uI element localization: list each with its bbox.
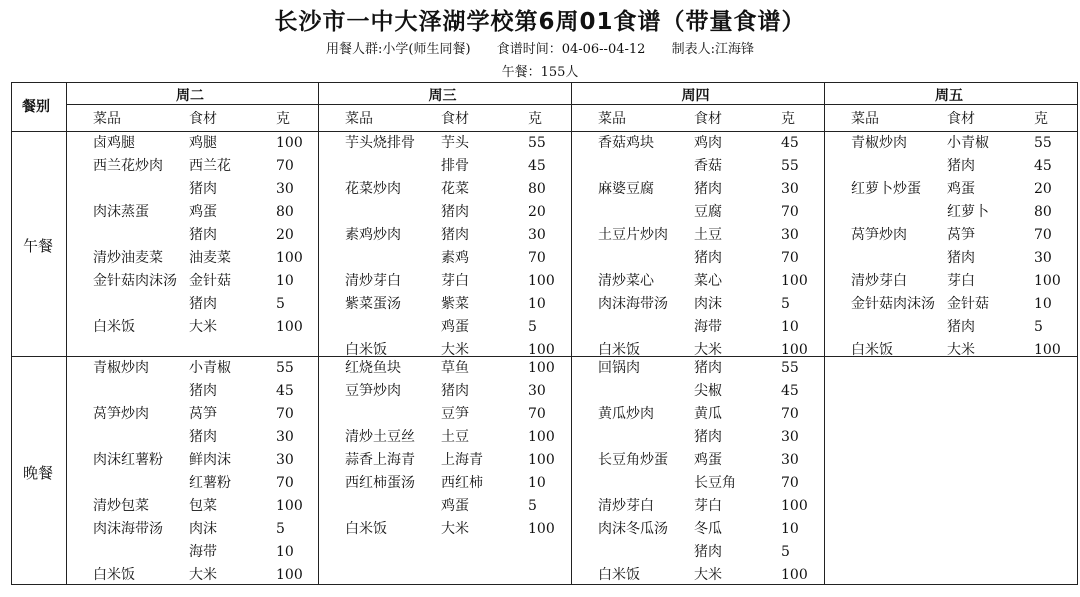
sub-header-dish: 菜品: [345, 111, 373, 127]
ingredient-name: 土豆: [694, 227, 722, 243]
dish-name: 青椒炒肉: [93, 360, 149, 376]
ingredient-grams: 20: [528, 204, 546, 220]
ingredient-grams: 70: [276, 158, 294, 174]
day-header-2: 周四: [681, 88, 710, 104]
ingredient-grams: 10: [528, 475, 546, 491]
dish-name: 紫菜蛋汤: [345, 296, 401, 312]
dish-name: 清炒芽白: [598, 498, 654, 514]
ingredient-name: 猪肉: [694, 360, 722, 376]
ingredient-name: 猪肉: [694, 181, 722, 197]
ingredient-name: 大米: [441, 342, 469, 358]
ingredient-grams: 30: [276, 181, 294, 197]
ingredient-name: 肉沫: [189, 521, 217, 537]
lunch-count: 午餐：155人: [501, 65, 579, 80]
ingredient-name: 鸡蛋: [694, 452, 722, 468]
sub-header-dish: 菜品: [93, 111, 121, 127]
ingredient-name: 素鸡: [441, 250, 469, 266]
ingredient-grams: 80: [276, 204, 294, 220]
day-header-1: 周三: [428, 88, 457, 104]
ingredient-grams: 70: [781, 204, 799, 220]
ingredient-grams: 100: [276, 319, 303, 335]
dish-name: 肉沫蒸蛋: [93, 204, 149, 220]
dish-name: 豆笋炒肉: [345, 383, 401, 399]
ingredient-name: 冬瓜: [694, 521, 722, 537]
ingredient-name: 土豆: [441, 429, 469, 445]
meal-label-lunch: 午餐: [23, 237, 54, 255]
ingredient-name: 鸡蛋: [441, 319, 469, 335]
ingredient-name: 上海青: [441, 452, 483, 468]
ingredient-name: 香菇: [694, 158, 722, 174]
ingredient-grams: 30: [528, 383, 546, 399]
ingredient-name: 鲜肉沫: [189, 452, 231, 468]
ingredient-name: 猪肉: [694, 429, 722, 445]
ingredient-name: 猪肉: [947, 158, 975, 174]
sub-header-grams: 克: [528, 111, 542, 127]
dish-name: 花菜炒肉: [345, 181, 401, 197]
ingredient-name: 小青椒: [947, 135, 989, 151]
ingredient-name: 猪肉: [441, 227, 469, 243]
sub-header-grams: 克: [781, 111, 795, 127]
ingredient-name: 西红柿: [441, 475, 483, 491]
dish-name: 青椒炒肉: [851, 135, 907, 151]
ingredient-grams: 30: [528, 227, 546, 243]
ingredient-grams: 70: [781, 406, 799, 422]
ingredient-grams: 45: [1034, 158, 1052, 174]
ingredient-grams: 55: [1034, 135, 1052, 151]
ingredient-grams: 100: [528, 521, 555, 537]
ingredient-grams: 100: [528, 273, 555, 289]
ingredient-name: 莴笋: [947, 227, 975, 243]
ingredient-name: 红薯粉: [189, 475, 231, 491]
ingredient-grams: 70: [528, 406, 546, 422]
ingredient-name: 大米: [694, 342, 722, 358]
ingredient-grams: 55: [781, 158, 799, 174]
ingredient-name: 菜心: [694, 273, 722, 289]
ingredient-grams: 70: [781, 250, 799, 266]
ingredient-name: 黄瓜: [694, 406, 722, 422]
ingredient-grams: 55: [528, 135, 546, 151]
divider-meal-col: [66, 82, 67, 585]
sub-header-dish: 菜品: [851, 111, 879, 127]
ingredient-name: 大米: [189, 319, 217, 335]
ingredient-grams: 100: [781, 498, 808, 514]
ingredient-grams: 30: [781, 452, 799, 468]
ingredient-name: 西兰花: [189, 158, 231, 174]
sub-header-grams: 克: [276, 111, 290, 127]
ingredient-name: 小青椒: [189, 360, 231, 376]
dish-name: 素鸡炒肉: [345, 227, 401, 243]
ingredient-name: 花菜: [441, 181, 469, 197]
ingredient-grams: 70: [781, 475, 799, 491]
dish-name: 卤鸡腿: [93, 135, 135, 151]
ingredient-name: 莴笋: [189, 406, 217, 422]
dish-name: 蒜香上海青: [345, 452, 415, 468]
ingredient-grams: 5: [528, 319, 537, 335]
ingredient-name: 海带: [694, 319, 722, 335]
ingredient-grams: 5: [781, 296, 790, 312]
meal-label-dinner: 晚餐: [23, 464, 54, 482]
dish-name: 白米饭: [851, 342, 893, 358]
dish-name: 清炒包菜: [93, 498, 149, 514]
ingredient-grams: 5: [1034, 319, 1043, 335]
ingredient-name: 紫菜: [441, 296, 469, 312]
sub-header-ingredient: 食材: [189, 111, 217, 127]
dish-name: 白米饭: [345, 342, 387, 358]
ingredient-name: 鸡腿: [189, 135, 217, 151]
sub-header-ingredient: 食材: [947, 111, 975, 127]
dish-name: 清炒芽白: [851, 273, 907, 289]
ingredient-grams: 10: [1034, 296, 1052, 312]
ingredient-grams: 100: [1034, 273, 1061, 289]
ingredient-name: 大米: [189, 567, 217, 583]
meta-line: [0, 38, 1080, 57]
ingredient-grams: 100: [276, 567, 303, 583]
dish-name: 清炒油麦菜: [93, 250, 163, 266]
dish-name: 西兰花炒肉: [93, 158, 163, 174]
ingredient-grams: 30: [1034, 250, 1052, 266]
dish-name: 肉沫冬瓜汤: [598, 521, 668, 537]
ingredient-grams: 100: [276, 498, 303, 514]
ingredient-grams: 5: [276, 296, 285, 312]
ingredient-grams: 10: [528, 296, 546, 312]
ingredient-grams: 30: [781, 181, 799, 197]
ingredient-grams: 80: [1034, 204, 1052, 220]
ingredient-name: 红萝卜: [947, 204, 989, 220]
ingredient-grams: 30: [781, 429, 799, 445]
sub-header-ingredient: 食材: [441, 111, 469, 127]
dish-name: 清炒菜心: [598, 273, 654, 289]
ingredient-grams: 10: [276, 273, 294, 289]
dish-name: 麻婆豆腐: [598, 181, 654, 197]
ingredient-name: 猪肉: [189, 383, 217, 399]
ingredient-grams: 80: [528, 181, 546, 197]
ingredient-name: 芋头: [441, 135, 469, 151]
ingredient-grams: 70: [276, 406, 294, 422]
ingredient-grams: 30: [276, 429, 294, 445]
ingredient-name: 鸡蛋: [441, 498, 469, 514]
ingredient-name: 豆笋: [441, 406, 469, 422]
dish-name: 红烧鱼块: [345, 360, 401, 376]
ingredient-grams: 100: [528, 429, 555, 445]
dish-name: 芋头烧排骨: [345, 135, 415, 151]
ingredient-name: 长豆角: [694, 475, 736, 491]
dish-name: 西红柿蛋汤: [345, 475, 415, 491]
ingredient-grams: 20: [276, 227, 294, 243]
ingredient-name: 排骨: [441, 158, 469, 174]
ingredient-grams: 5: [528, 498, 537, 514]
ingredient-name: 草鱼: [441, 360, 469, 376]
dish-name: 肉沫海带汤: [93, 521, 163, 537]
ingredient-grams: 100: [276, 135, 303, 151]
ingredient-grams: 70: [528, 250, 546, 266]
sub-header-dish: 菜品: [598, 111, 626, 127]
ingredient-name: 猪肉: [694, 544, 722, 560]
ingredient-name: 猪肉: [441, 383, 469, 399]
ingredient-grams: 10: [781, 319, 799, 335]
divider-header-1: [66, 104, 1078, 105]
dish-name: 白米饭: [93, 319, 135, 335]
dish-name: 红萝卜炒蛋: [851, 181, 921, 197]
ingredient-grams: 45: [781, 135, 799, 151]
ingredient-grams: 100: [781, 567, 808, 583]
ingredient-grams: 55: [276, 360, 294, 376]
dish-name: 肉沫红薯粉: [93, 452, 163, 468]
ingredient-name: 猪肉: [189, 227, 217, 243]
ingredient-grams: 100: [781, 273, 808, 289]
ingredient-name: 芽白: [694, 498, 722, 514]
ingredient-grams: 30: [276, 452, 294, 468]
day-header-3: 周五: [935, 88, 963, 104]
dish-name: 白米饭: [93, 567, 135, 583]
ingredient-grams: 5: [276, 521, 285, 537]
dish-name: 白米饭: [598, 342, 640, 358]
ingredient-name: 猪肉: [694, 250, 722, 266]
meta-group: 用餐人群:小学(师生同餐): [326, 42, 471, 57]
ingredient-name: 鸡蛋: [947, 181, 975, 197]
dish-name: 回锅肉: [598, 360, 640, 376]
dish-name: 金针菇肉沫汤: [93, 273, 177, 289]
ingredient-name: 豆腐: [694, 204, 722, 220]
ingredient-name: 猪肉: [189, 296, 217, 312]
ingredient-grams: 45: [781, 383, 799, 399]
ingredient-name: 大米: [694, 567, 722, 583]
ingredient-name: 鸡肉: [694, 135, 722, 151]
dish-name: 黄瓜炒肉: [598, 406, 654, 422]
dish-name: 清炒芽白: [345, 273, 401, 289]
sub-header-ingredient: 食材: [694, 111, 722, 127]
dish-name: 白米饭: [598, 567, 640, 583]
ingredient-name: 猪肉: [189, 429, 217, 445]
ingredient-name: 油麦菜: [189, 250, 231, 266]
ingredient-grams: 20: [1034, 181, 1052, 197]
ingredient-name: 猪肉: [189, 181, 217, 197]
dish-name: 清炒土豆丝: [345, 429, 415, 445]
dish-name: 香菇鸡块: [598, 135, 654, 151]
ingredient-name: 肉沫: [694, 296, 722, 312]
ingredient-name: 猪肉: [441, 204, 469, 220]
ingredient-grams: 45: [528, 158, 546, 174]
dish-name: 莴笋炒肉: [851, 227, 907, 243]
ingredient-name: 猪肉: [947, 250, 975, 266]
ingredient-grams: 10: [781, 521, 799, 537]
ingredient-grams: 30: [781, 227, 799, 243]
dish-name: 金针菇肉沫汤: [851, 296, 935, 312]
ingredient-name: 猪肉: [947, 319, 975, 335]
dish-name: 土豆片炒肉: [598, 227, 668, 243]
ingredient-name: 包菜: [189, 498, 217, 514]
ingredient-grams: 100: [276, 250, 303, 266]
meta-author: 制表人:江海锋: [671, 42, 754, 57]
ingredient-grams: 45: [276, 383, 294, 399]
sub-header-grams: 克: [1034, 111, 1048, 127]
day-header-0: 周二: [176, 88, 204, 104]
dish-name: 长豆角炒蛋: [598, 452, 668, 468]
divider-day-2: [824, 82, 825, 585]
ingredient-grams: 100: [781, 342, 808, 358]
page-title: 长沙市一中大泽湖学校第6周01食谱（带量食谱）: [274, 9, 806, 35]
ingredient-grams: 100: [528, 342, 555, 358]
ingredient-grams: 100: [528, 360, 555, 376]
dish-name: 白米饭: [345, 521, 387, 537]
ingredient-name: 芽白: [441, 273, 469, 289]
ingredient-name: 金针菇: [189, 273, 231, 289]
dish-name: 肉沫海带汤: [598, 296, 668, 312]
ingredient-grams: 100: [1034, 342, 1061, 358]
meta-period: 食谱时间：04-06--04-12: [496, 42, 646, 57]
divider-day-1: [571, 82, 572, 585]
ingredient-grams: 70: [276, 475, 294, 491]
ingredient-name: 芽白: [947, 273, 975, 289]
ingredient-name: 大米: [441, 521, 469, 537]
divider-day-0: [318, 82, 319, 585]
ingredient-name: 金针菇: [947, 296, 989, 312]
ingredient-grams: 70: [1034, 227, 1052, 243]
ingredient-name: 海带: [189, 544, 217, 560]
meal-col-header: 餐别: [22, 99, 50, 115]
ingredient-grams: 5: [781, 544, 790, 560]
ingredient-grams: 100: [528, 452, 555, 468]
dish-name: 莴笋炒肉: [93, 406, 149, 422]
ingredient-grams: 55: [781, 360, 799, 376]
ingredient-grams: 10: [276, 544, 294, 560]
ingredient-name: 大米: [947, 342, 975, 358]
ingredient-name: 鸡蛋: [189, 204, 217, 220]
ingredient-name: 尖椒: [694, 383, 722, 399]
